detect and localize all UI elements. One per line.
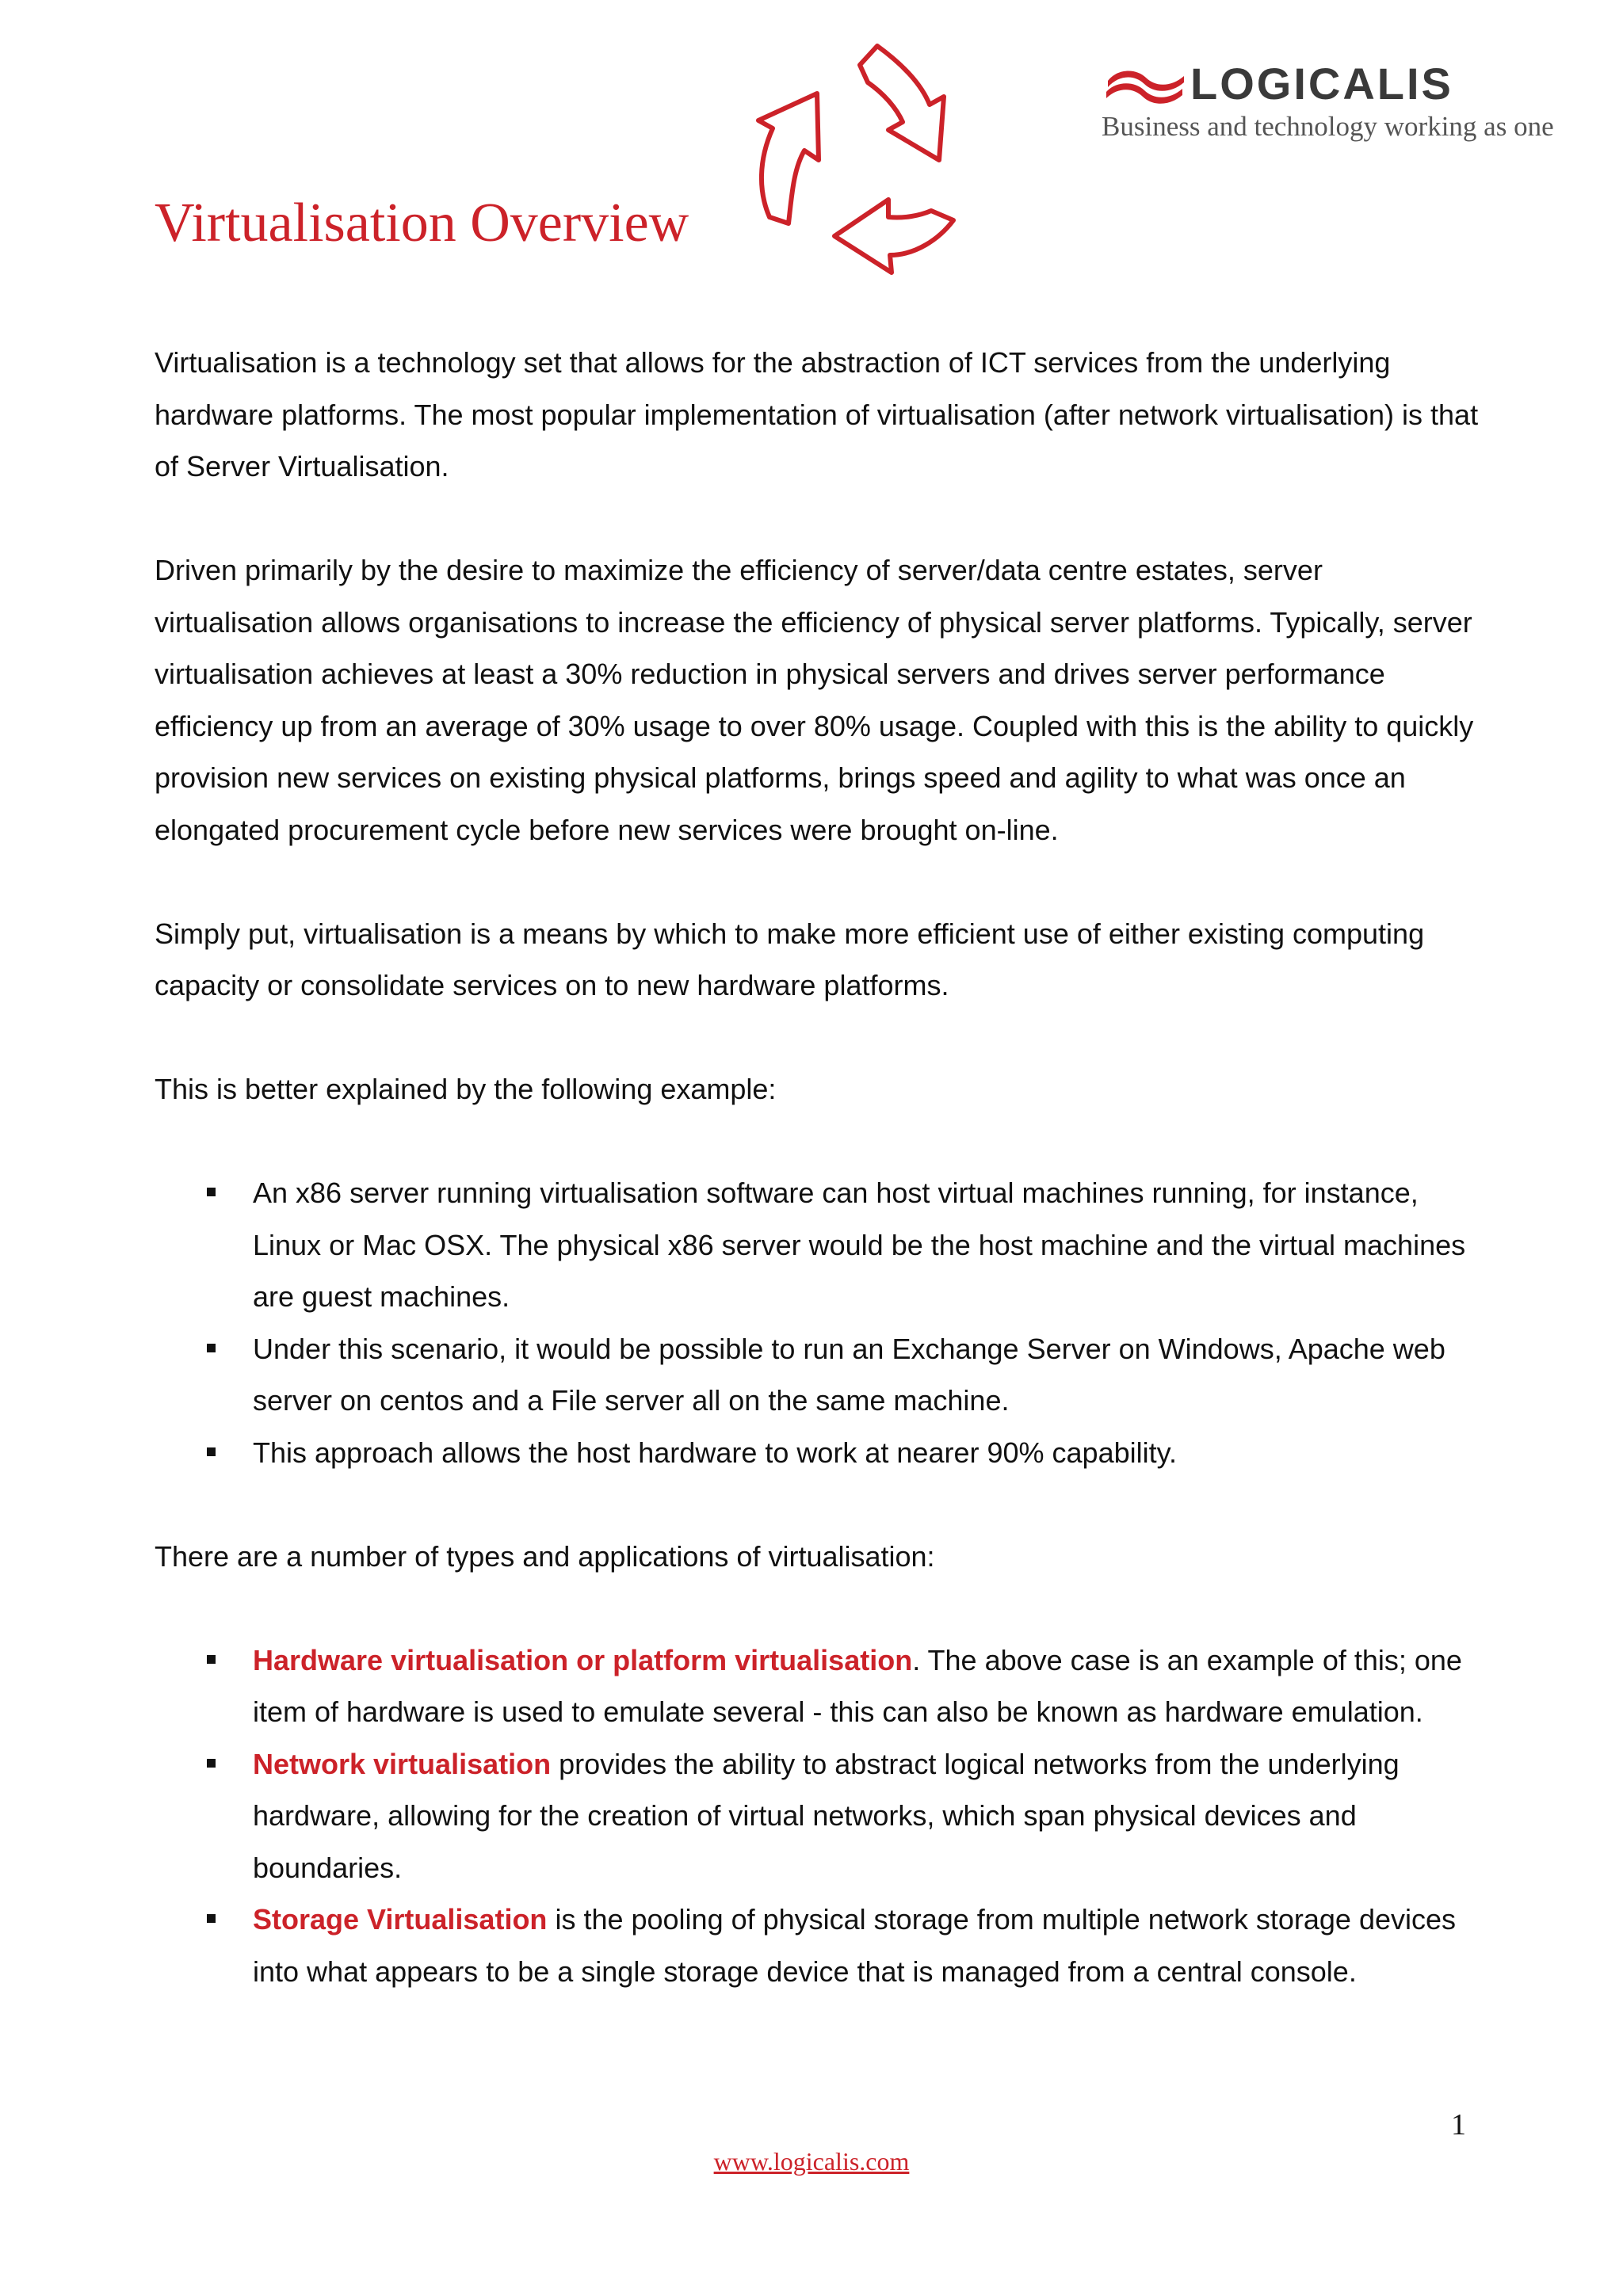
- list-item-text: An x86 server running virtualisation software can host virtual machines running, for instance, Linux or Mac OSX. The physical x86 server would be the host machine and the virtual machines are guest machines.: [253, 1177, 1466, 1313]
- logicalis-logo-icon: [1102, 63, 1189, 108]
- list-item: [155, 1738, 1486, 1894]
- paragraph-efficiency: Driven primarily by the desire to maximize the efficiency of server/data centre estates, server virtualisation allows organisations to increase the efficiency of physical server platforms. Typically, server virtualisation achieves at least a 30% reduction in physical servers and drives server performance efficiency up from an average of 30% usage to over 80% usage. Coupled with this is the ability to quickly provision new services on existing physical platforms, brings speed and agility to what was once an elongated procurement cycle before new services were brought on-line.: [155, 554, 1474, 846]
- type-description: . The above case is an example of this; one item of hardware is used to emulate several - this can also be known as hardware emulation.: [253, 1643, 1462, 1728]
- list-item: [155, 1634, 1486, 1738]
- type-description: is the pooling of physical storage from multiple network storage devices into what appears to be a single storage device that is managed from a central console.: [253, 1903, 1457, 1988]
- bullet-square-icon: [207, 1655, 216, 1664]
- type-term: Hardware virtualisation or platform virtualisation: [253, 1643, 913, 1676]
- list-item: [155, 1427, 1486, 1479]
- list-item-text: Under this scenario, it would be possible to run an Exchange Server on Windows, Apache web server on centos and a File server all on the same machine.: [253, 1332, 1445, 1417]
- document-body: [155, 337, 1486, 2050]
- list-item-text: This approach allows the host hardware to work at nearer 90% capability.: [253, 1436, 1177, 1469]
- list-item: [155, 1323, 1486, 1427]
- footer-website-link[interactable]: www.logicalis.com: [713, 2147, 910, 2176]
- paragraph-summary: Simply put, virtualisation is a means by which to make more efficient use of either existing computing capacity or consolidate services on to new hardware platforms.: [155, 917, 1425, 1001]
- page-title: Virtualisation Overview: [155, 193, 689, 254]
- example-list: [155, 1167, 1486, 1478]
- type-term: Storage Virtualisation: [253, 1903, 548, 1936]
- brand-tagline: Business and technology working as one: [1102, 111, 1554, 142]
- brand-name: LOGICALIS: [1190, 59, 1453, 109]
- list-item: [155, 1894, 1486, 1997]
- paragraph-example-intro: This is better explained by the following example:: [155, 1073, 777, 1105]
- bullet-square-icon: [207, 1447, 216, 1456]
- bullet-square-icon: [207, 1759, 216, 1768]
- type-description: provides the ability to abstract logical networks from the underlying hardware, allowing for the creation of virtual networks, which span physical devices and boundaries.: [253, 1747, 1400, 1884]
- paragraph-intro: Virtualisation is a technology set that allows for the abstraction of ICT services from the underlying hardware platforms. The most popular implementation of virtualisation (after network virtualisation) is that of Server Virtualisation.: [155, 346, 1479, 482]
- bullet-square-icon: [207, 1914, 216, 1923]
- type-term: Network virtualisation: [253, 1747, 552, 1780]
- page-number: 1: [1451, 2108, 1466, 2142]
- paragraph-types-intro: There are a number of types and applications of virtualisation:: [155, 1539, 935, 1573]
- recycle-arrows-icon: [741, 41, 995, 279]
- logicalis-logo: [1102, 59, 1554, 149]
- types-list: [155, 1634, 1486, 1998]
- bullet-square-icon: [207, 1188, 216, 1196]
- bullet-square-icon: [207, 1344, 216, 1352]
- list-item: [155, 1167, 1486, 1323]
